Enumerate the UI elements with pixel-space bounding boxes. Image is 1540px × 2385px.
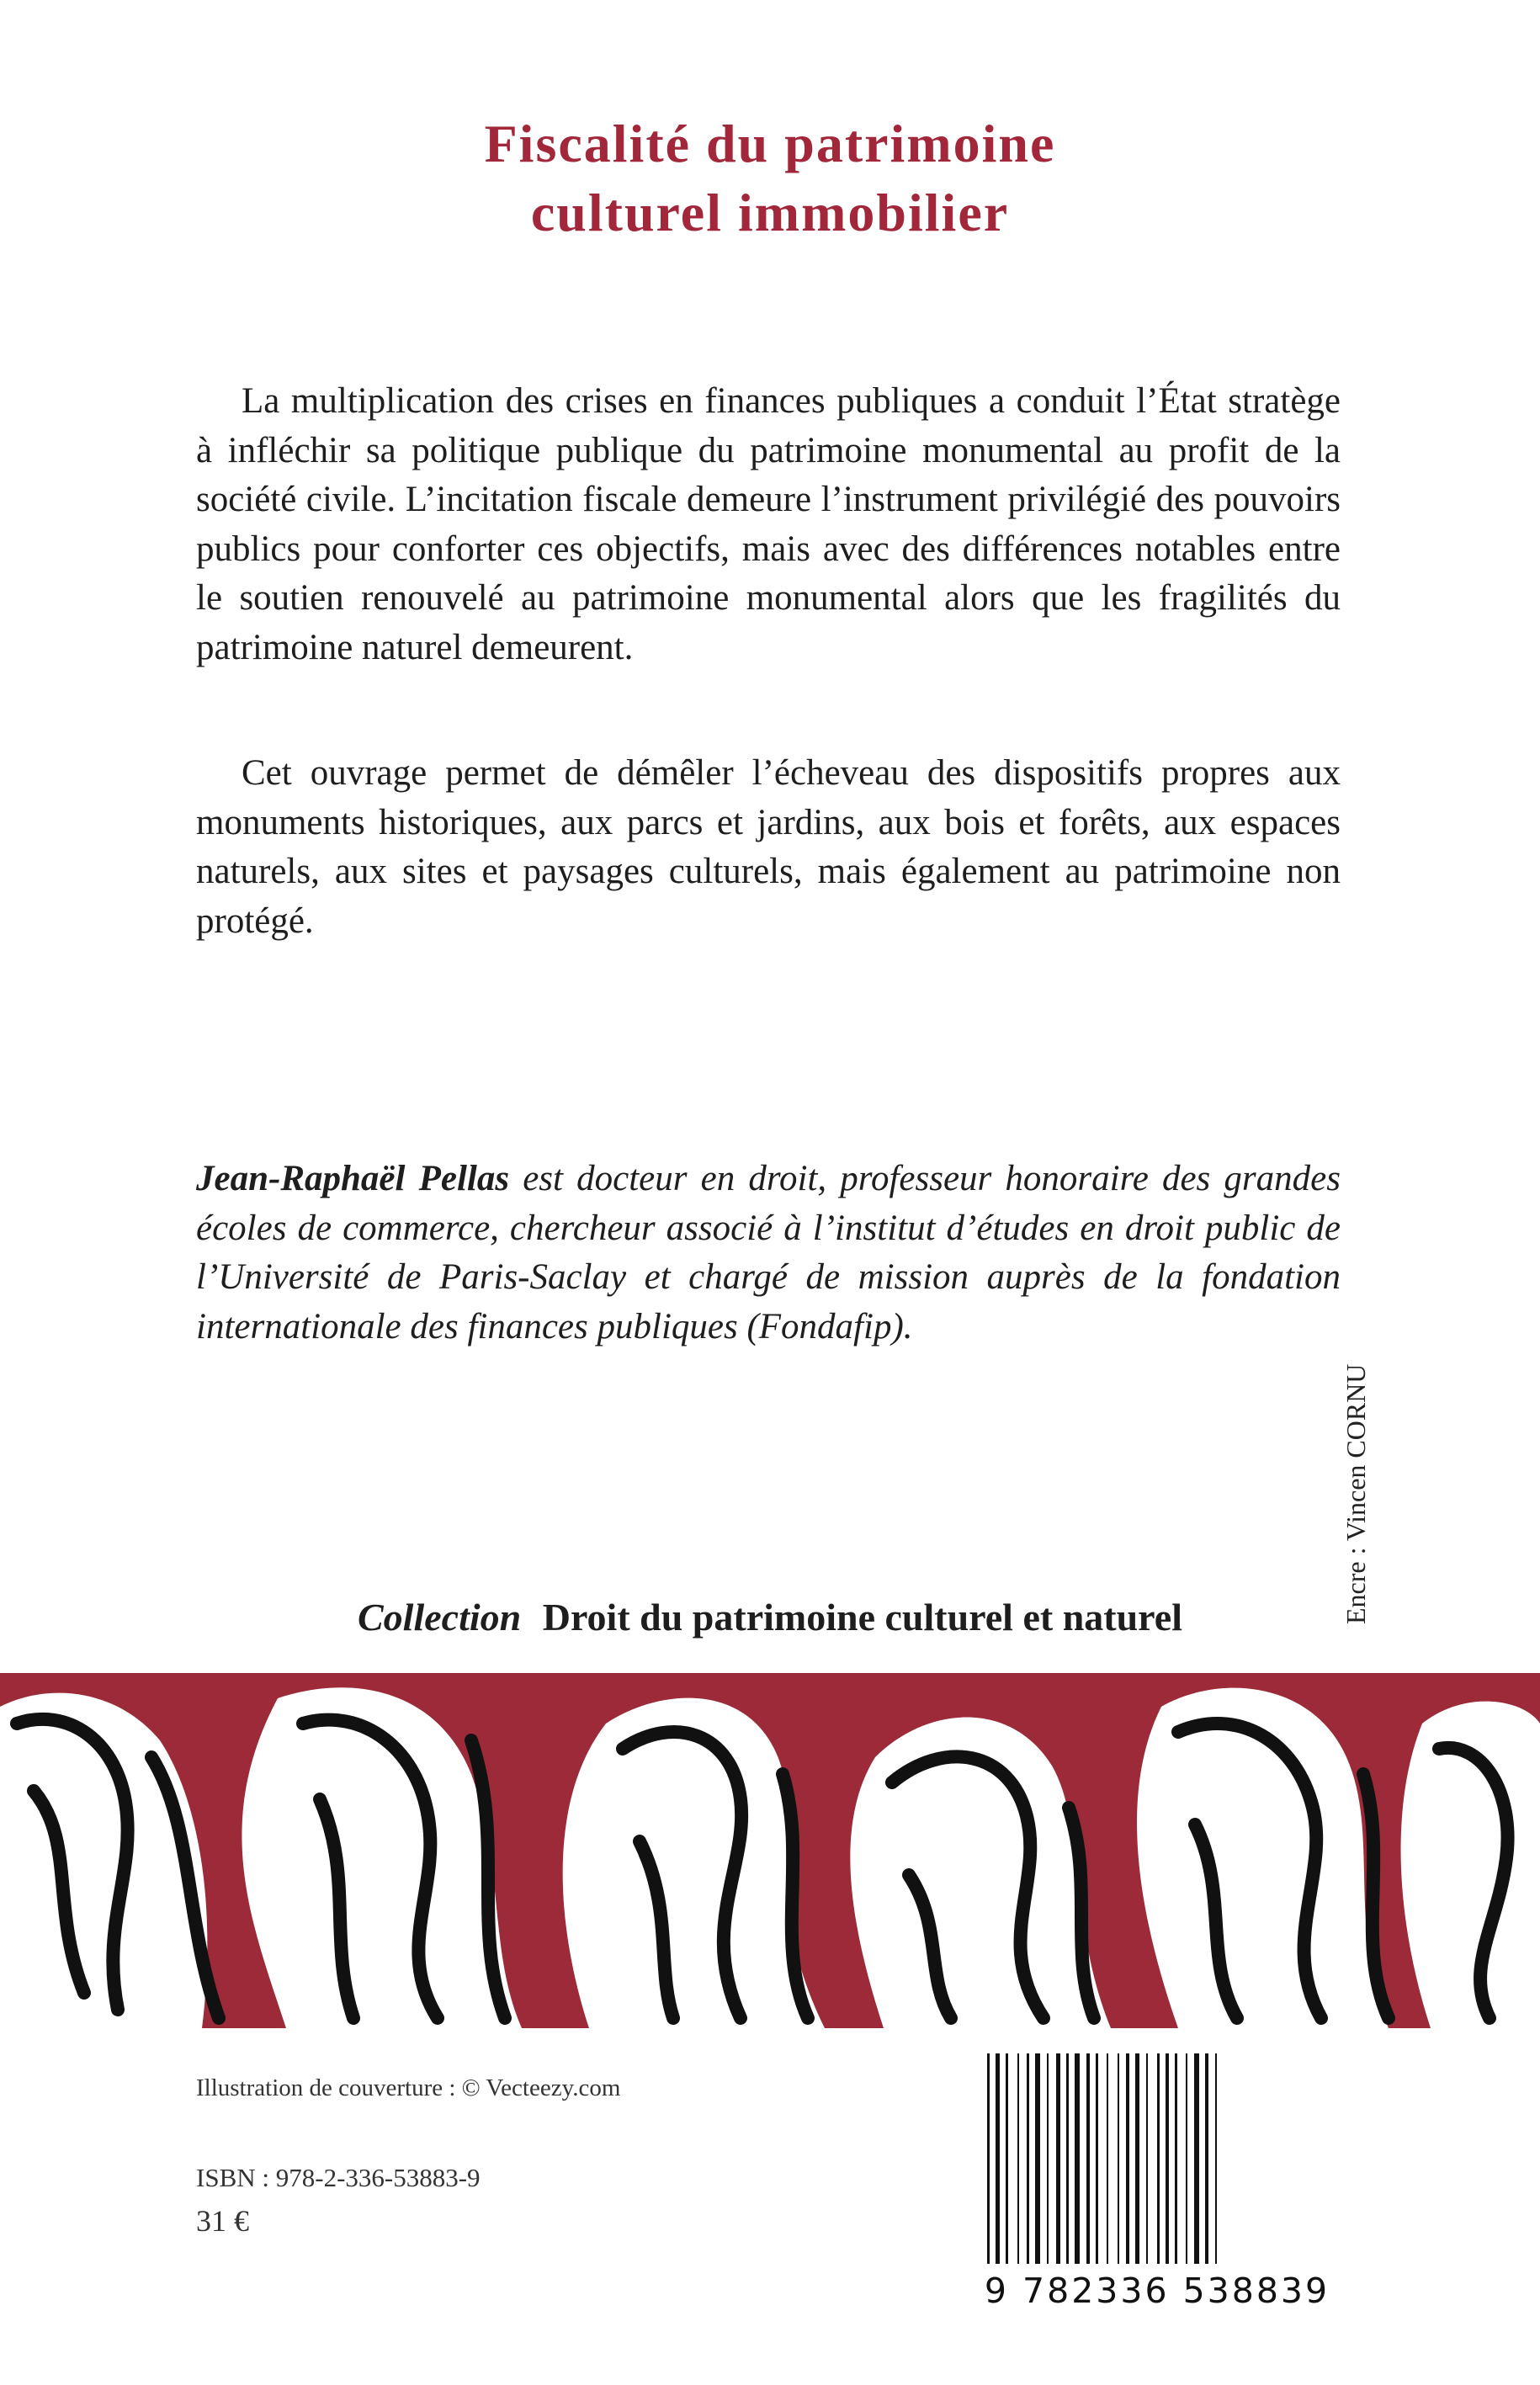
barcode-bar xyxy=(1175,2053,1177,2264)
author-bio xyxy=(196,1155,1341,1352)
barcode-bar xyxy=(1017,2053,1019,2264)
title-line-1: Fiscalité du patrimoine xyxy=(484,114,1056,173)
barcode-bar xyxy=(1194,2053,1199,2264)
barcode-bar xyxy=(1157,2053,1160,2264)
book-title xyxy=(0,109,1540,247)
barcode-bar xyxy=(1075,2053,1080,2264)
collection-label: Collection xyxy=(358,1596,522,1639)
collection-name: Droit du patrimoine culturel et naturel xyxy=(542,1596,1182,1639)
barcode-bar xyxy=(1166,2053,1169,2264)
barcode-bar xyxy=(1146,2053,1148,2264)
summary-paragraph-2: Cet ouvrage permet de démêler l’écheveau des dispositifs propres aux monuments historiques, aux parcs et jardins, aux bois et forêts, aux espaces naturels, aux sites et paysages culturels, mais également au patrimoine non protégé. xyxy=(196,753,1341,941)
barcode-bar xyxy=(1107,2053,1108,2264)
barcode-bar xyxy=(1086,2053,1090,2264)
barcode-bar xyxy=(1056,2053,1060,2264)
title-line-2: culturel immobilier xyxy=(530,183,1010,242)
barcode-bar xyxy=(1205,2053,1208,2264)
barcode-bar xyxy=(1186,2053,1187,2264)
barcode-bar xyxy=(1027,2053,1029,2264)
barcode-digits: 9 782336 538839 xyxy=(984,2271,1330,2311)
barcode-bar xyxy=(1047,2053,1049,2264)
barcode-bar xyxy=(1006,2053,1008,2264)
summary-paragraph-1: La multiplication des crises en finances publiques a conduit l’État stratège à infléchir sa politique publique du patrimoine monumental au profit de la société civile. L’incitation fiscale demeure l’instrument privilégié des pouvoirs publics pour conforter ces objectifs, mais avec des différences notables entre le soutien renouvelé au patrimoine monumental alors que les fragilités du patrimoine naturel demeurent. xyxy=(196,381,1341,667)
isbn: ISBN : 978-2-336-53883-9 xyxy=(196,2163,481,2192)
author-bio-text: est docteur en droit, professeur honoraire des grandes écoles de commerce, chercheur associé à l’institut d’études en droit public de l’Université de Paris-Saclay et chargé de mission auprès de la fondation internationale des finances publiques (Fondafip). xyxy=(196,1159,1341,1347)
illustration-credit: Illustration de couverture : © Vecteezy.com xyxy=(196,2074,621,2101)
cover-artwork xyxy=(0,1673,1540,2028)
author-name: Jean-Raphaël Pellas xyxy=(196,1159,510,1198)
barcode-bar xyxy=(1035,2053,1040,2264)
barcode-bar xyxy=(1215,2053,1217,2264)
barcode-bar xyxy=(987,2053,990,2264)
barcode-bar xyxy=(1066,2053,1069,2264)
barcode-bar xyxy=(1118,2053,1119,2264)
price: 31 € xyxy=(196,2204,249,2238)
collection-line xyxy=(0,1595,1540,1639)
barcode-bar xyxy=(1096,2053,1098,2264)
barcode-bar xyxy=(1126,2053,1129,2264)
barcode-bar xyxy=(996,2053,1000,2264)
ink-credit: Encre : Vincen CORNU xyxy=(1341,1363,1371,1624)
barcode-bar xyxy=(1135,2053,1139,2264)
